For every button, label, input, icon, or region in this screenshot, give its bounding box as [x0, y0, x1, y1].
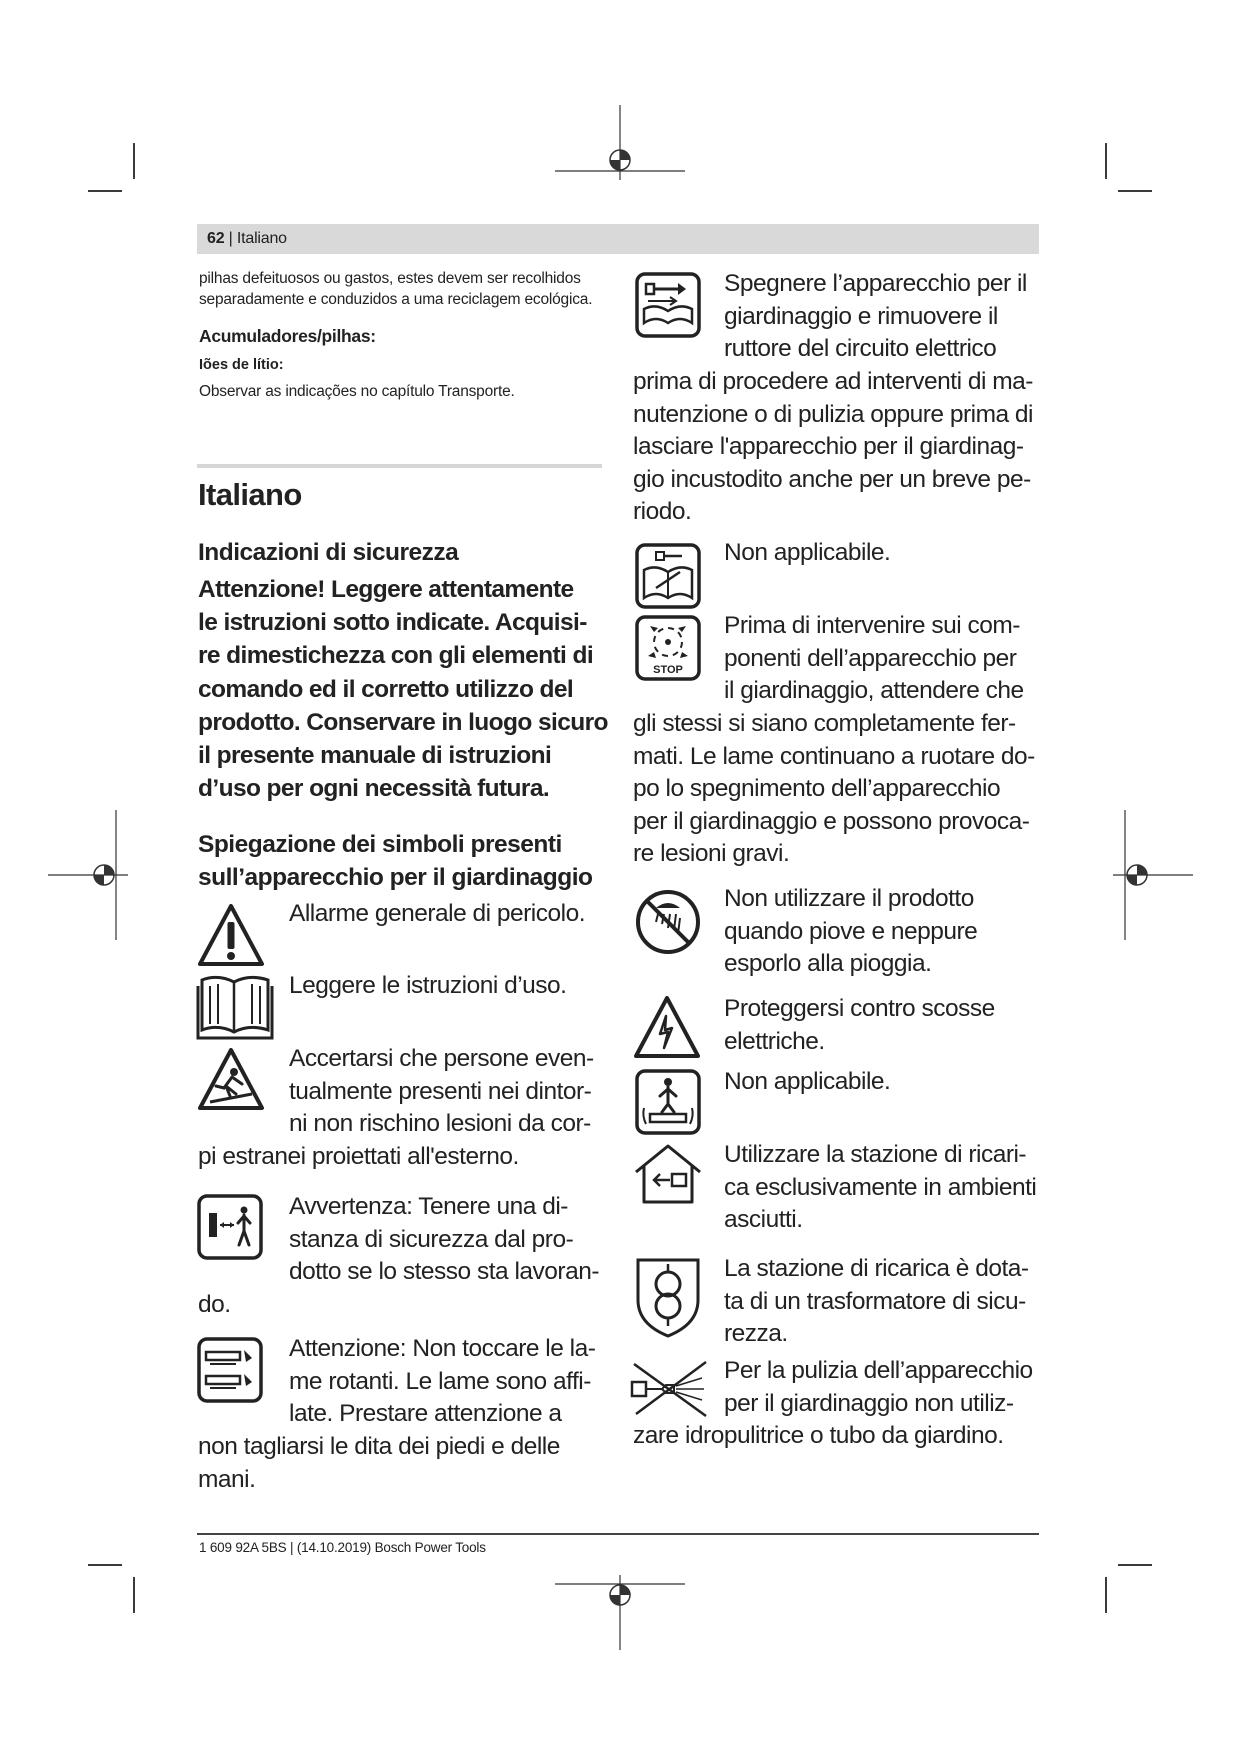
text-line: giardinaggio e rimuovere il: [724, 302, 998, 330]
symbol-text-read-manual: [289, 970, 619, 1003]
thrown-objects-icon: [196, 1046, 266, 1112]
unplug-manual-icon: [634, 542, 702, 610]
rotating-blades-icon: [196, 1336, 264, 1404]
crop-mark: [88, 190, 122, 192]
symbol-text-disconnect: [724, 268, 1054, 366]
header-text: [207, 230, 287, 248]
safety-heading: Indicazioni di sicurezza: [198, 539, 459, 566]
person-on-mower-icon: [634, 1068, 702, 1136]
page-header: [197, 224, 1039, 254]
symbol-text-disconnect-wrap: [633, 366, 1053, 529]
symbol-text-transformer: [724, 1253, 1054, 1351]
text-line: rezza.: [724, 1320, 788, 1348]
text-line: gli stessi si siano completamente fer-: [633, 710, 1016, 737]
symbol-text-not-applicable-2: [724, 1066, 1054, 1099]
transport-note: Observar as indicações no capítulo Transporte.: [199, 383, 515, 400]
text-line: non tagliarsi le dita dei piedi e delle: [198, 1433, 560, 1460]
safe-distance-icon: [196, 1193, 264, 1261]
text-line: ta di un trasformatore di sicu-: [724, 1287, 1026, 1315]
text-line: mani.: [198, 1465, 256, 1493]
warning-line: il presente manuale di istruzioni: [198, 742, 552, 770]
text-line: Prima di intervenire sui com-: [724, 612, 1020, 639]
no-rain-icon: [634, 888, 702, 956]
text-line: Allarme generale di pericolo.: [289, 900, 585, 927]
symbol-text-safe-distance: [289, 1191, 629, 1289]
symbol-text-general-danger: [289, 898, 619, 931]
crop-mark: [88, 1564, 122, 1566]
symbols-heading: [198, 828, 618, 894]
text-line: lasciare l'apparecchio per il giardinag-: [633, 433, 1024, 461]
symbol-text-not-applicable-1: [724, 537, 1054, 570]
text-line: per il giardinaggio e possono provoca-: [633, 807, 1030, 835]
text-line: Non utilizzare il prodotto: [724, 885, 974, 912]
text-line: per il giardinaggio non utiliz-: [724, 1389, 1014, 1417]
text-line: pi estranei proiettati all'esterno.: [198, 1143, 519, 1170]
heading-line: sull’apparecchio per il giardinaggio: [198, 864, 593, 891]
text-line: Attenzione: Non toccare le la-: [289, 1335, 596, 1362]
text-line: ruttore del circuito elettrico: [724, 335, 997, 363]
text-line: asciutti.: [724, 1206, 803, 1234]
text-line: dotto se lo stesso sta lavoran-: [289, 1258, 599, 1286]
portuguese-text: [199, 268, 619, 310]
footer-divider: [197, 1533, 1039, 1535]
open-book-icon: [196, 972, 274, 1042]
symbol-text-no-pressure-washer: [724, 1355, 1054, 1420]
crop-mark: [1118, 1564, 1152, 1566]
text-line: La stazione di ricarica è dota-: [724, 1255, 1029, 1282]
stop-label: STOP: [653, 664, 683, 676]
text-line: Utilizzare la stazione di ricari-: [724, 1141, 1027, 1168]
text-line: tualmente presenti nei dintor-: [289, 1077, 592, 1105]
heading-line: Spiegazione dei simboli presenti: [198, 831, 562, 858]
stop-rotation-icon: [634, 614, 702, 682]
text-line: stanza di sicurezza dal pro-: [289, 1225, 574, 1253]
text-line: prima di procedere ad interventi di ma-: [633, 368, 1033, 395]
text-line: Avvertenza: Tenere una di-: [289, 1193, 568, 1220]
text-line: Non applicabile.: [724, 1068, 891, 1095]
crop-mark: [1118, 190, 1152, 192]
warning-line: d’uso per ogni necessità futura.: [198, 775, 550, 803]
text-line: Per la pulizia dell’apparecchio: [724, 1357, 1033, 1384]
text-line: pilhas defeituosos ou gastos, estes devem ser recolhidos: [199, 270, 581, 287]
text-line: po lo spegnimento dell’apparecchio: [633, 775, 1001, 803]
symbol-text-no-rain: [724, 883, 1054, 981]
text-line: gio incustodito anche per un breve pe-: [633, 465, 1031, 493]
symbol-text-wait-stop: [724, 610, 1054, 708]
text-line: quando piove e neppure: [724, 917, 978, 945]
text-line: late. Prestare attenzione a: [289, 1400, 562, 1428]
registration-mark-right: [1113, 810, 1193, 940]
warning-line: Attenzione! Leggere attentamente: [198, 576, 574, 603]
indoor-house-icon: [632, 1142, 704, 1206]
page-number: 62: [207, 230, 225, 247]
text-line: me rotanti. Le lame sono affi-: [289, 1367, 591, 1395]
text-line: Leggere le istruzioni d’uso.: [289, 972, 567, 999]
text-line: Accertarsi che persone even-: [289, 1045, 594, 1072]
registration-mark-bottom: [555, 1575, 685, 1650]
text-line: elettriche.: [724, 1027, 825, 1055]
text-line: do.: [198, 1291, 231, 1318]
symbol-text-rotating-blades-wrap: [198, 1431, 638, 1496]
section-divider: [197, 464, 602, 468]
header-section: Italiano: [236, 230, 287, 247]
text-line: separadamente e conduzidos a uma reciclagem ecológica.: [199, 291, 593, 308]
symbol-text-indoor: [724, 1139, 1054, 1237]
text-line: Spegnere l’apparecchio per il: [724, 270, 1027, 297]
registration-mark-left: [48, 810, 128, 940]
text-line: Non applicabile.: [724, 539, 891, 566]
lithium-heading: Iões de lítio:: [199, 357, 284, 373]
text-line: nutenzione o di pulizia oppure prima di: [633, 400, 1033, 428]
registration-mark-top: [555, 105, 685, 180]
language-title: Italiano: [198, 477, 302, 512]
accumulators-heading: Acumuladores/pilhas:: [199, 326, 376, 346]
electric-shock-icon: [632, 994, 702, 1060]
crop-mark: [133, 143, 135, 179]
safety-transformer-icon: [632, 1256, 704, 1340]
warning-line: comando ed il corretto utilizzo del: [198, 675, 574, 703]
text-line: ni non rischino lesioni da cor-: [289, 1110, 591, 1138]
crop-mark: [1105, 143, 1107, 179]
text-line: zare idropulitrice o tubo da giardino.: [633, 1422, 1004, 1449]
no-pressure-washer-icon: [630, 1358, 712, 1420]
crop-mark: [1105, 1577, 1107, 1613]
symbol-text-electric-shock: [724, 993, 1054, 1058]
text-line: mati. Le lame continuano a ruotare do-: [633, 742, 1035, 770]
symbol-text-thrown-objects-wrap: [198, 1141, 638, 1174]
symbol-text-wait-stop-wrap: [633, 708, 1053, 871]
text-line: re lesioni gravi.: [633, 840, 790, 868]
warning-triangle-icon: [196, 902, 266, 968]
safety-warning: [198, 573, 618, 805]
text-line: Proteggersi contro scosse: [724, 995, 995, 1022]
text-line: ca esclusivamente in ambienti: [724, 1173, 1037, 1201]
text-line: il giardinaggio, attendere che: [724, 677, 1024, 705]
symbol-text-safe-distance-wrap: [198, 1289, 638, 1322]
text-line: ponenti dell’apparecchio per: [724, 644, 1017, 672]
crop-mark: [133, 1577, 135, 1613]
warning-line: prodotto. Conservare in luogo sicuro: [198, 708, 608, 736]
text-line: riodo.: [633, 498, 692, 526]
footer-text: 1 609 92A 5BS | (14.10.2019) Bosch Power Tools: [199, 1540, 486, 1555]
disconnect-plug-icon: [634, 271, 702, 339]
symbol-text-thrown-objects: [289, 1043, 629, 1141]
symbol-text-rotating-blades: [289, 1333, 629, 1431]
warning-line: re dimestichezza con gli elementi di: [198, 642, 594, 670]
symbol-text-no-pressure-washer-wrap: [633, 1420, 1053, 1453]
warning-line: le istruzioni sotto indicate. Acquisi-: [198, 609, 587, 637]
header-separator: |: [228, 230, 233, 247]
text-line: esporlo alla pioggia.: [724, 950, 932, 978]
